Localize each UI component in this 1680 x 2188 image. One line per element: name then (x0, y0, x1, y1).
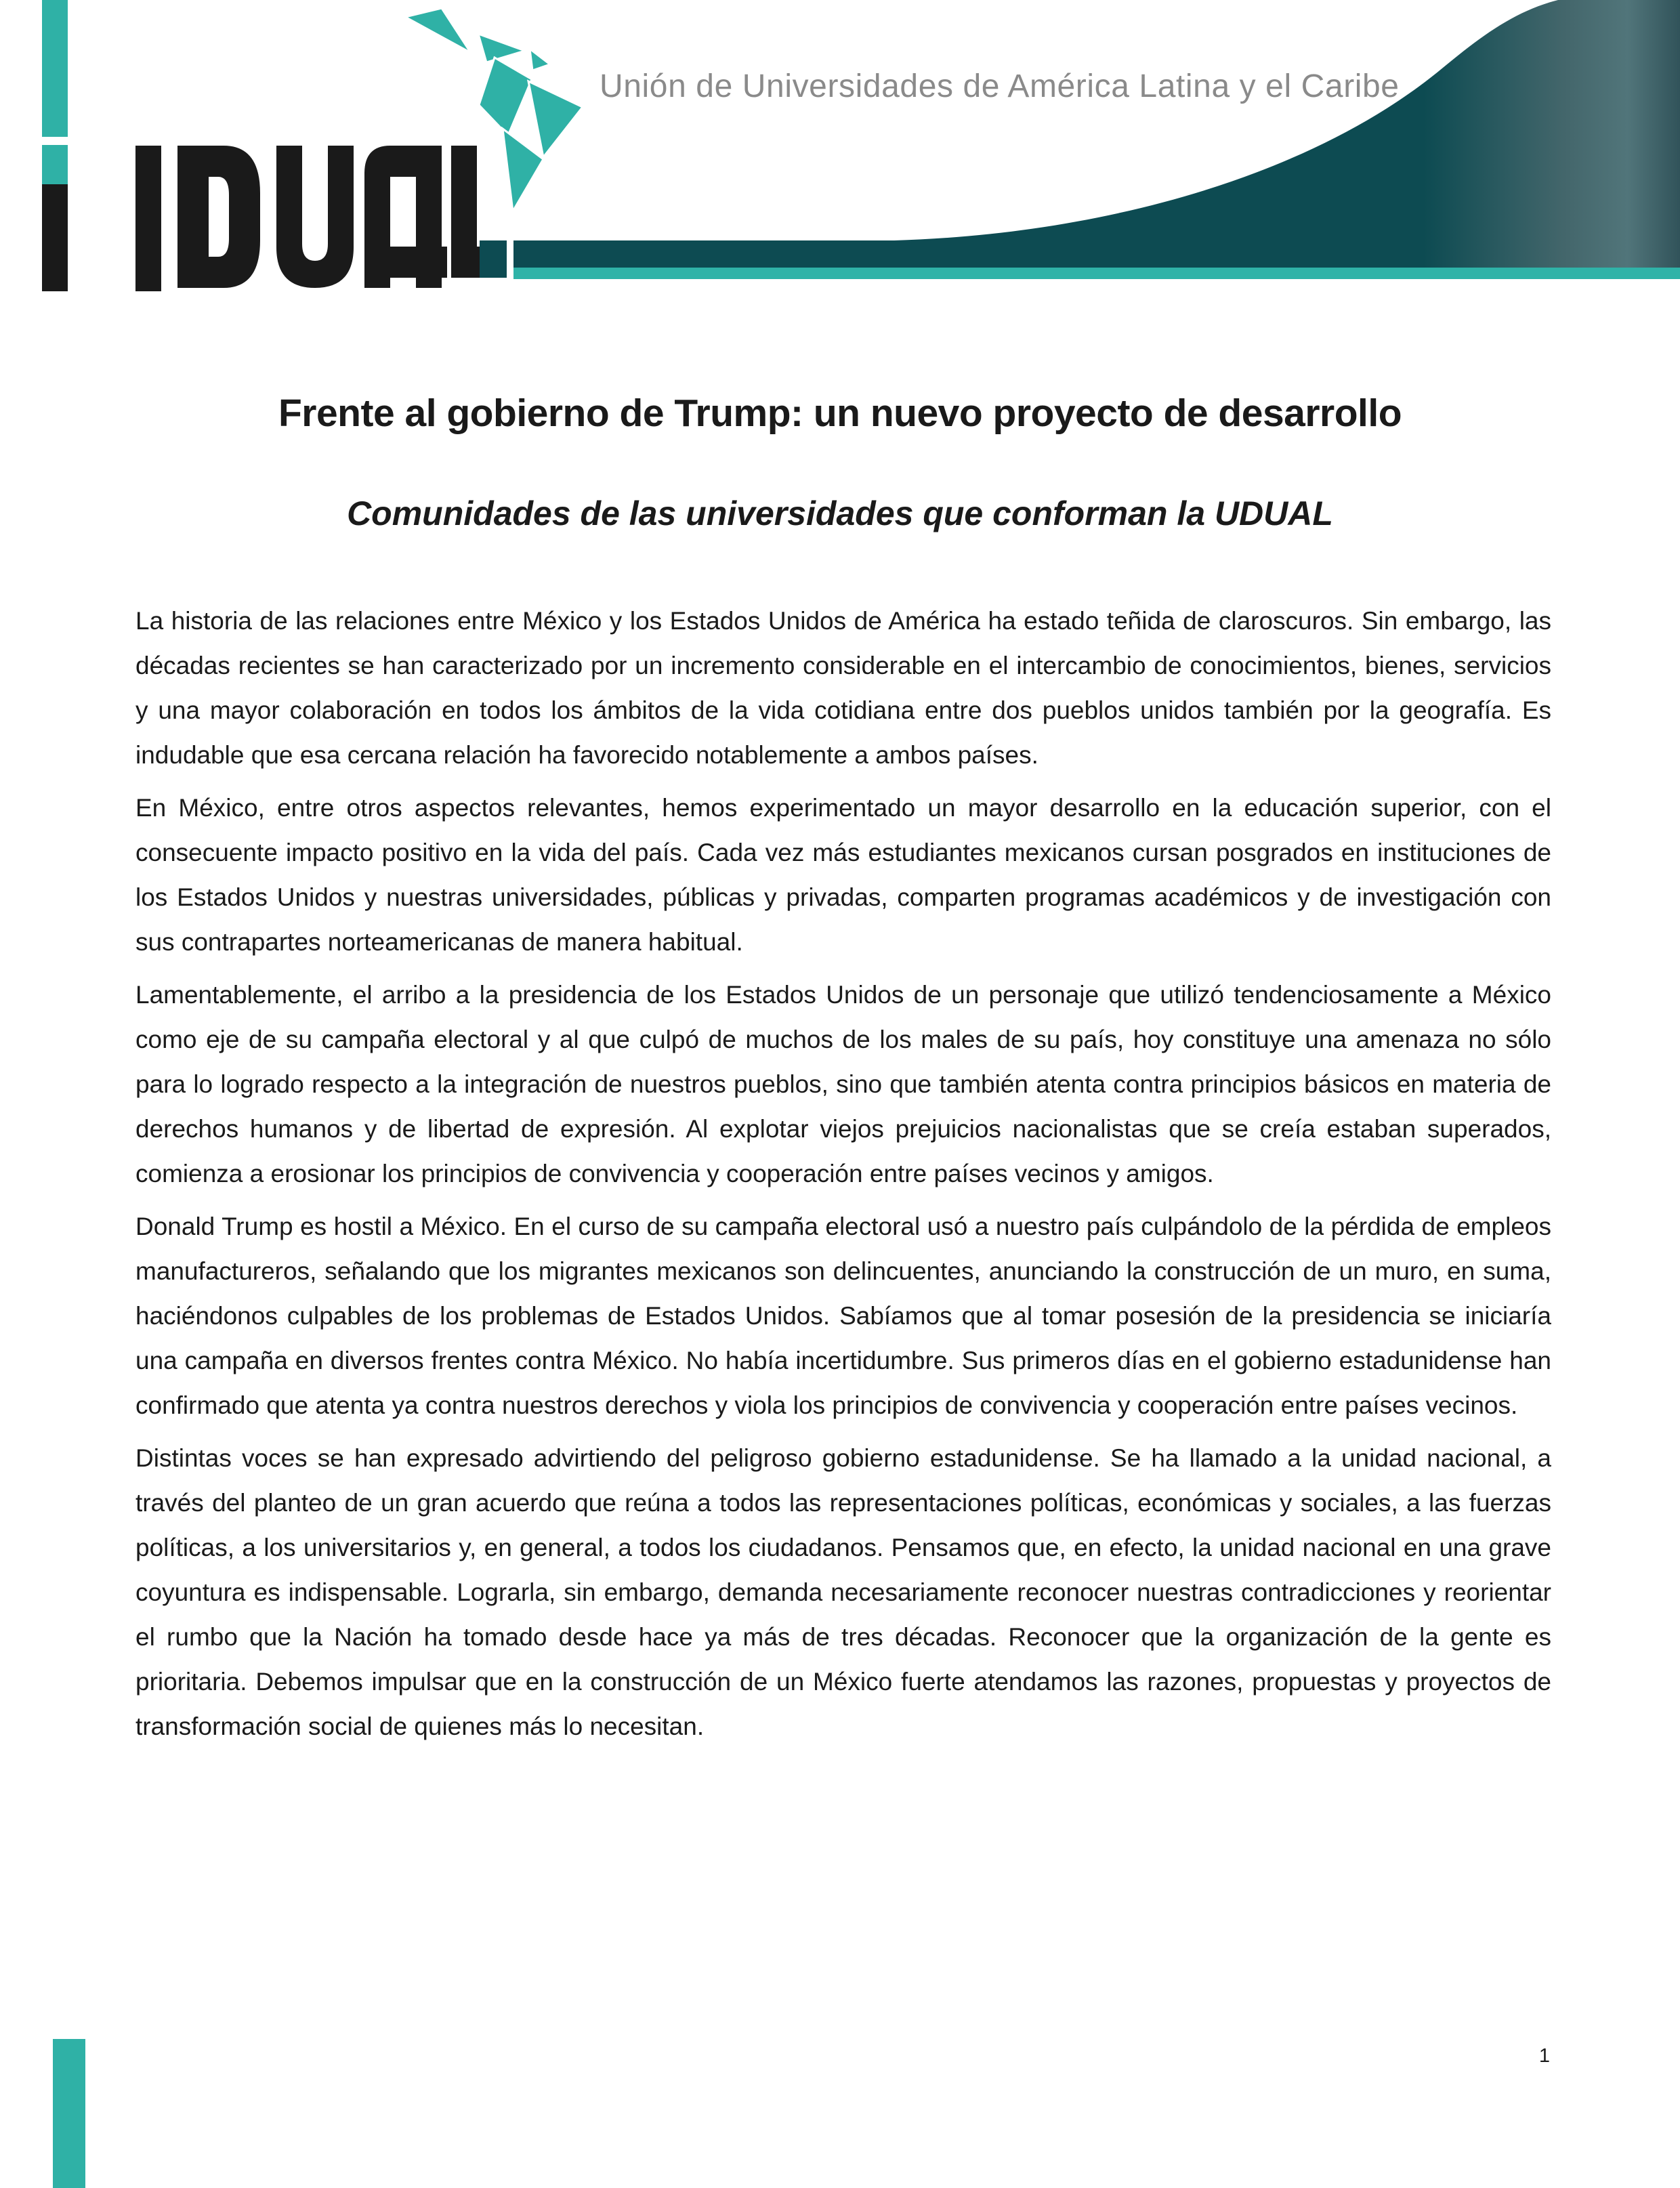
header-teal-strip (513, 268, 1680, 279)
logo-left-bar-mid (42, 145, 68, 184)
header-swoosh (513, 0, 1680, 279)
udual-logo-wordmark (42, 0, 507, 291)
paragraph: La historia de las relaciones entre México y los Estados Unidos de América ha estado teñida de claroscuros. Sin embargo, las décadas recientes se han caracterizado por un incremento considerable en el intercambio de conocimientos, bienes, servicios y una mayor colaboración en todos los ámbitos de la vida cotidiana entre dos pueblos unidos también por la geografía. Es indudable que esa cercana relación ha favorecido notablemente a ambos países. (135, 607, 1551, 769)
paragraph: En México, entre otros aspectos relevantes, hemos experimentado un mayor desarrollo en la educación superior, con el consecuente impacto positivo en la vida del país. Cada vez más estudiantes mexicanos cursan posgrados en instituciones de los Estados Unidos y nuestras universidades, públicas y privadas, comparten programas académicos y de investigación con sus contrapartes norteamericanas de manera habitual. (135, 794, 1551, 956)
logo-left-bar-top (42, 0, 68, 137)
org-name: Unión de Universidades de América Latina y el Caribe (600, 68, 1399, 104)
header-artwork (0, 0, 1680, 291)
paragraph: Distintas voces se han expresado advirtiendo del peligroso gobierno estadunidense. Se ha llamado a la unidad nacional, a través del planteo de un gran acuerdo que reúna a todos las representaciones políticas, económicas y sociales, a las fuerzas políticas, a los universitarios y, en general, a todos los ciudadanos. Pensamos que, en efecto, la unidad nacional en una grave coyuntura es indispensable. Lograrla, sin embargo, demanda necesariamente reconocer nuestras contradicciones y reorientar el rumbo que la Nación ha tomado desde hace ya más de tres décadas. Reconocer que la organización de la gente es prioritaria. Debemos impulsar que en la construcción de un México fuerte atendamos las razones, propuestas y proyectos de transformación social de quienes más lo necesitan. (135, 1444, 1551, 1740)
paragraph: Donald Trump es hostil a México. En el curso de su campaña electoral usó a nuestro país culpándolo de la pérdida de empleos manufactureros, señalando que los migrantes mexicanos son delincuentes, anunciando la construcción de un muro, en suma, haciéndonos culpables de los problemas de Estados Unidos. Sabíamos que al tomar posesión de la presidencia se iniciaría una campaña en diversos frentes contra México. No había incertidumbre. Sus primeros días en el gobierno estadunidense han confirmado que atenta ya contra nuestros derechos y viola los principios de convivencia y cooperación entre países vecinos. (135, 1213, 1551, 1419)
logo-dark-square (480, 240, 507, 278)
page-number: 1 (1538, 2045, 1550, 2067)
page-header (0, 0, 1680, 291)
page-subtitle: Comunidades de las universidades que conforman la UDUAL (347, 495, 1333, 532)
page-title: Frente al gobierno de Trump: un nuevo proyecto de desarrollo (278, 392, 1402, 435)
document-body (0, 390, 1680, 1749)
body-text (135, 599, 1551, 1749)
paragraph: Lamentablemente, el arribo a la presidencia de los Estados Unidos de un personaje que utilizó tendenciosamente a México como eje de su campaña electoral y al que culpó de muchos de los males de su país, hoy constituye una amenaza no sólo para lo logrado respecto a la integración de nuestros pueblos, sino que también atenta contra principios básicos en materia de derechos humanos y de libertad de expresión. Al explotar viejos prejuicios nacionalistas que se creía estaban superados, comienza a erosionar los principios de convivencia y cooperación entre países vecinos y amigos. (135, 981, 1551, 1187)
footer-teal-bar (53, 2039, 85, 2188)
